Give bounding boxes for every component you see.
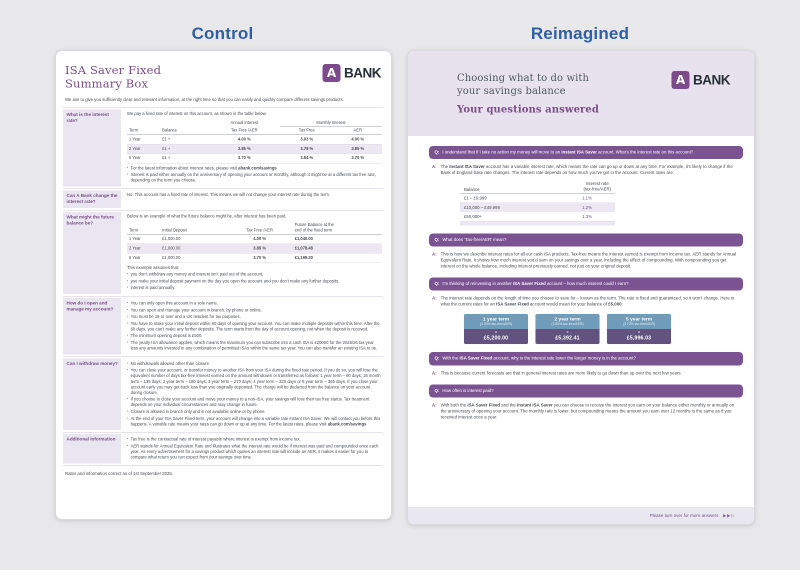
bullet-icon: ▪ — [127, 286, 129, 290]
q-prefix: Q: — [434, 149, 440, 155]
term-card-5-year — [607, 314, 671, 344]
table-header-row: Term Balance Tax Free /AER Tax Free AER — [127, 127, 382, 135]
table-row: 2 Year £1 + 3.85 % 3.78 % 3.85 % — [127, 144, 382, 153]
question-bar-interest-paid: Q: How often is interest paid? — [429, 384, 743, 397]
question-bar-taxfree-aer: Q: What does ‘Tax-free/AER’ mean? — [429, 233, 743, 246]
answer-instant-isa-rate: A: The Instant ISA Saver account has a variable interest rate, which means the rate can go up or down at any time. For example, it’s likely to change if the Bank of England base rate changes. The interest rate depends on how much you’ve got in the account. Current rates are: — [432, 164, 733, 176]
bullet-icon: ▪ — [127, 308, 129, 312]
bank-logo-a-icon: A — [672, 71, 690, 89]
bullet-item: ▪ interest is paid annually. — [127, 285, 176, 291]
bank-logo-text: BANK — [344, 65, 381, 81]
table-header-row: Balance Interest rate (tax-free/AER) — [460, 181, 615, 193]
section-label: What is the interest rate? — [63, 110, 121, 187]
bullet-icon: ▪ — [127, 321, 129, 325]
section-can-bank-change-rate — [63, 188, 383, 209]
table-row: 2 Year £1,000.00 3.85 % £1,078.48 — [127, 244, 382, 253]
turn-over-text: Please turn over for more answers — [649, 513, 719, 518]
bank-logo — [323, 64, 382, 82]
bullet-item: ▪ Interest is paid either annually on the anniversary of opening your account or monthly, although it might be at a different tax free rate, depending on the term you choose. — [127, 172, 376, 183]
table-group-header — [127, 119, 382, 127]
bullet-item: ▪ AER stands for Annual Equivalent Rate and illustrates what the interest rate would be if interest was paid and compounded once each year. As every advertisement for a savings product which quotes an interest rate will include an AER, it makes it easier for you to compare what return you can expect from your savings over time. — [127, 443, 379, 460]
bullet-item: ▪ The yearly ISA allowance applies, which means the maximum you can subscribe into a cash ISA is £20000 for the 2025/26 tax year less any amounts invested in any combination of permitted ISAs within the same tax year. You can also transfer an existing ISA to us. — [127, 340, 378, 351]
bullet-icon: ▪ — [127, 279, 129, 283]
term-card-rate: (3.70% tax-free/AER) — [622, 322, 656, 326]
bullet-icon: ▪ — [127, 397, 129, 401]
section-what-is-interest-rate — [63, 108, 383, 189]
assumes-intro: This example assumes that: — [127, 265, 180, 271]
equals-sign: = — [637, 330, 641, 335]
rates-correct-date: Rates and information correct as of 1st September 2025. — [65, 470, 173, 476]
bullet-icon: ▪ — [127, 272, 129, 276]
answer-taxfree-aer: A: This is how we describe interest rates for all our cash ISA products. Tax-free means the interest earned is exempt from income tax. AER stands for Annual Equivalent Rate. It shows how much interest you’d earn on your savings over a year, including the effect of compounding. With compounding you get interest on the whole balance, including interest previously earned, not just on your original deposit. — [432, 251, 737, 269]
monthly-group-header: Monthly Interest — [280, 119, 382, 127]
term-card-title: 5 year term — [625, 316, 653, 322]
section-label: Can I withdraw money? — [63, 358, 121, 430]
equals-sign: = — [494, 330, 498, 335]
bullet-item: ▪ you don’t withdraw any money and interest isn’t paid out of the account, — [127, 271, 264, 277]
table-footer-strip — [460, 221, 615, 225]
qa-list — [408, 136, 754, 420]
bullet-icon: ▪ — [127, 334, 129, 338]
section-text: No. This account has a fixed rate of interest. This means we will not change your interest rate during the term. — [127, 191, 331, 197]
doc-title-line2: Summary Box — [65, 77, 149, 91]
bullet-item: ▪ Tax free is the contractual rate of interest payable where interest is exempt from income tax. — [127, 436, 301, 442]
bullet-icon: ▪ — [127, 166, 129, 170]
bullet-icon: ▪ — [127, 437, 129, 441]
answer-why-rate-lower: A: This is because current forecasts are that in general interest rates are more likely to go down than up over the next few years. — [432, 370, 682, 376]
term-card-1-year — [464, 314, 528, 344]
reimagined-document — [407, 50, 755, 525]
bullet-item: ▪ No withdrawals allowed other than closure. — [127, 360, 211, 366]
term-card-title: 2 year term — [554, 316, 581, 322]
instant-isa-rates-table — [460, 181, 615, 225]
bullet-item: ▪ For the latest information about interest rates, please visit abank.com/savings — [127, 165, 277, 171]
reimagined-header — [408, 51, 754, 136]
table-row: 5 Year £1,000.00 3.70 % £1,199.20 — [127, 253, 382, 262]
bullet-item: ▪ You have to make your initial deposit within 60 days of opening your account. You can make multiple deposits within this time. After the 60 days, you can’t make any further deposits. The term starts from the day of account opening, not when the deposit is received. — [127, 320, 380, 332]
bullet-item: ▪ you make your initial deposit payment on the day you open the account and you don’t make any further deposits, — [127, 278, 340, 284]
q-prefix: Q: — [434, 280, 440, 286]
q-prefix: Q: — [434, 355, 440, 361]
bullet-icon: ▪ — [127, 361, 129, 365]
section-additional-information — [63, 432, 383, 466]
section-future-balance — [63, 210, 383, 296]
annual-group-header: Annual Interest — [230, 120, 259, 126]
reimagined-doc-subtitle: Your questions answered — [457, 103, 599, 115]
section-open-manage-account — [63, 296, 383, 356]
bank-logo-a-icon: A — [323, 64, 341, 82]
control-header — [56, 51, 391, 91]
bullet-icon: ▪ — [127, 341, 129, 345]
question-bar-instant-isa-rate: Q: I understand that if I take no action my money will move to an Instant ISA Saver account. What’s the interest rate on this account? — [429, 146, 743, 159]
q-prefix: Q: — [434, 236, 440, 242]
section-label: How do I open and manage my account? — [63, 298, 121, 354]
control-intro: We aim to give you sufficiently clear and relevant information, at the right time so that you can easily and quickly compare different savings products. — [65, 97, 344, 103]
table-row: 1 Year £1,000.00 4.00 % £1,040.00 — [127, 235, 382, 244]
bullet-item: ▪ You must be 18 or over and a UK resident for tax purposes. — [127, 314, 241, 320]
bullet-item: ▪ You can open and manage your account in branch, by phone or online. — [127, 307, 262, 313]
control-doc-title — [65, 64, 161, 91]
bullet-item: ▪ If you choose to close your account and move your money to a non-ISA, your savings will lose their tax free status. Tax treatment depends on your individual circumstances and may change in future. — [127, 396, 370, 408]
bank-logo-text: BANK — [693, 72, 730, 88]
term-cards — [464, 314, 743, 344]
turn-over-footer — [408, 507, 754, 524]
section-withdraw-money — [63, 356, 383, 432]
bullet-item: ▪ You can only open this account in a sole name. — [127, 300, 218, 306]
table-row: £50,000+ 1.3% — [460, 212, 615, 222]
question-bar-reinvesting: Q: I’m thinking of reinvesting in another ISA Saver Fixed account – how much interest could I earn? — [429, 277, 743, 290]
q-prefix: Q: — [434, 387, 440, 393]
section-intro: We pay a fixed rate of interest on this account, as shown in the table below. — [127, 111, 267, 117]
a-prefix: A: — [432, 295, 437, 301]
reimagined-doc-title: Choosing what to do with your savings balance — [457, 71, 590, 97]
doc-title-line1: ISA Saver Fixed — [65, 64, 162, 77]
term-card-amount: £5,996.03 — [626, 335, 652, 342]
answer-reinvesting: A: The interest rate depends on the length of time you choose to save for – known as the term. The rate is fixed and guaranteed, so it won’t change. Here is what the current rates for an ISA Saver Fixed account would mean for your balance of £5,000: — [432, 295, 735, 307]
a-prefix: A: — [432, 164, 437, 170]
section-label: What might the future balance be? — [63, 212, 121, 294]
bullet-icon: ▪ — [127, 444, 129, 448]
question-bar-why-rate-lower: Q: With the ISA Saver Fixed account, why is the interest rate lower the longer money is in the account? — [429, 352, 743, 365]
section-label: Additional information — [63, 434, 121, 463]
future-balance-table — [127, 221, 382, 263]
reimagined-label: Reimagined — [530, 24, 630, 43]
table-header-row: Term Initial Deposit Tax Free /AER Future Balance at the end of the fixed term — [127, 221, 382, 234]
bank-logo — [672, 71, 731, 89]
bullet-icon: ▪ — [127, 301, 129, 305]
section-intro: Below is an example of what the future balance might be, after interest has been paid. — [127, 213, 287, 219]
bullet-icon: ▪ — [127, 315, 129, 319]
bullet-item: ▪ You can close your account, or transfer money to another ISA from your ISA during the fixed rate period. If you do so, you will lose the equivalent number of days tax-free interest earned on the amount withdrawn or transferred as follows: 1 year term – 90 days; 18 month term – 135 days; 2 year term – 180 days; 3 year term – 270 days; 4 year term – 320 days or 5 year term – 365 days. If you close your account early you may get back less than you originally deposited. The charge will be deducted from the balance on your account during closure. — [127, 367, 381, 395]
summary-box-rows — [63, 108, 383, 466]
term-card-2-year — [536, 314, 600, 344]
bullet-icon: ▪ — [127, 173, 129, 177]
section-label: Can A Bank change the interest rate? — [63, 190, 121, 207]
table-row: 5 Year £1 + 3.70 % 3.64 % 3.70 % — [127, 154, 382, 163]
bullet-item: ▪ The minimum opening deposit is £500. — [127, 333, 203, 339]
bullet-item: ▪ At the end of your ISA Saver Fixed term, your account will change into a variable rate Instant ISA Saver. We will contact you before this happens. A variable rate means your rates can go down or up at any time. For the latest rates, please visit abank.com/savings — [127, 415, 381, 427]
table-row: 1 Year £1 + 4.00 % 3.93 % 4.00 % — [127, 135, 382, 144]
bullet-item: ▪ Closure is allowed in branch only and is not available online or by phone. — [127, 409, 266, 414]
equals-sign: = — [566, 330, 569, 335]
forward-arrows-icon: ▶▶▷ — [722, 512, 735, 518]
answer-interest-paid: A: With both the ISA Saver Fixed and the Instant ISA Saver you can choose to receive the interest you earn on your balance either monthly or annually on the anniversary of opening your account. The monthly rate is lower, but compounding means the amount you earn over 12 months is the same as if you received interest once a year. — [432, 402, 735, 420]
a-prefix: A: — [432, 402, 437, 408]
term-card-amount: £5,200.00 — [483, 335, 509, 342]
control-label: Control — [191, 24, 254, 43]
control-document — [55, 50, 392, 520]
bullet-icon: ▪ — [127, 410, 129, 413]
term-card-amount: £5,392.41 — [555, 335, 580, 342]
bullet-icon: ▪ — [127, 368, 129, 372]
table-row: £10,000 – £49,999 1.2% — [460, 203, 615, 212]
a-prefix: A: — [432, 251, 437, 257]
interest-rate-table — [127, 119, 382, 163]
term-card-rate: (4.00% tax-free/AER) — [479, 322, 513, 326]
term-card-rate: (3.85% tax-free/AER) — [551, 322, 584, 326]
a-prefix: A: — [432, 370, 437, 376]
term-card-title: 1 year term — [482, 316, 510, 322]
bullet-icon: ▪ — [127, 416, 129, 420]
table-row: £1 – £9,999 1.1% — [460, 193, 615, 203]
